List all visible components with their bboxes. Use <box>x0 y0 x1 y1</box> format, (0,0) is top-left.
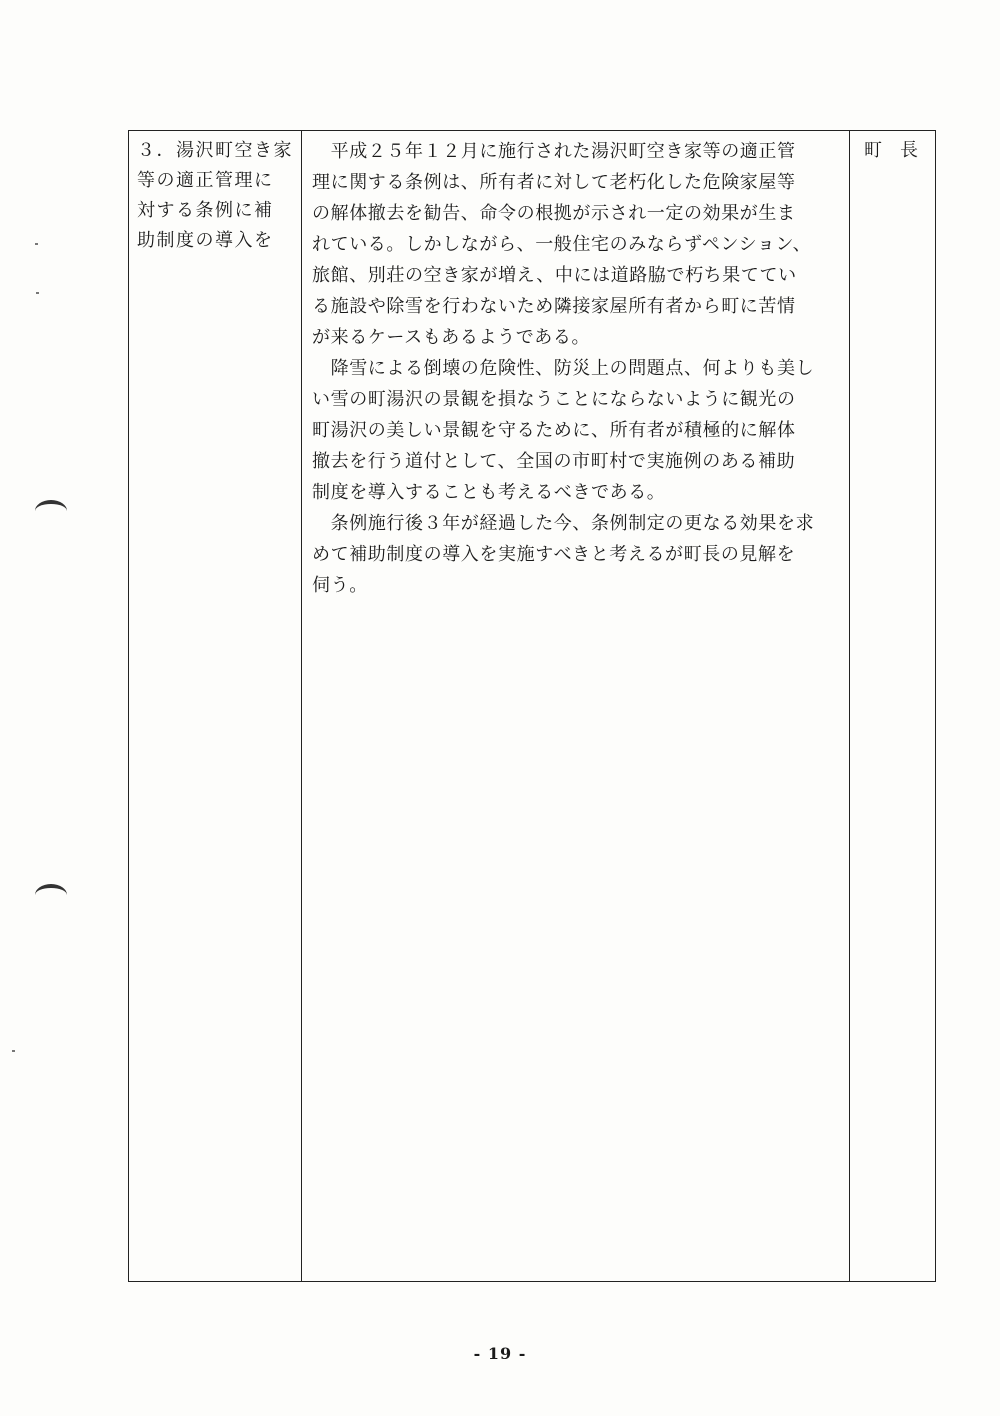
question-title <box>129 131 301 256</box>
punch-hole-mark-top <box>35 500 67 522</box>
body-line: 制度を導入することも考えるべきである。 <box>312 482 666 503</box>
question-body-cell <box>302 131 850 1281</box>
body-line: れている。しかしながら、一般住宅のみならずペンション、 <box>312 234 812 255</box>
body-line: 撤去を行う道付として、全国の市町村で実施例のある補助 <box>312 451 796 472</box>
page-number: - 19 - <box>473 1344 527 1363</box>
answerer-cell <box>850 131 935 1281</box>
body-line: めて補助制度の導入を実施すべきと考えるが町長の見解を <box>312 544 796 565</box>
answerer: 町長 <box>864 140 936 161</box>
body-line: 平成２５年１２月に施行された湯沢町空き家等の適正管 <box>312 141 796 162</box>
question-body <box>302 131 849 601</box>
question-title-cell <box>129 131 302 1281</box>
title-line: ３．湯沢町空き家 <box>137 140 293 161</box>
body-line: 条例施行後３年が経過した今、条例制定の更なる効果を求 <box>312 513 815 534</box>
scan-speck <box>12 1050 15 1052</box>
body-line: 旅館、別荘の空き家が増え、中には道路脇で朽ち果ててい <box>312 265 797 286</box>
body-line: る施設や除雪を行わないため隣接家屋所有者から町に苦情 <box>312 296 796 317</box>
body-line: い雪の町湯沢の景観を損なうことにならないように観光の <box>312 389 796 410</box>
title-line: 対する条例に補 <box>137 200 274 221</box>
punch-hole-mark-bottom <box>35 884 67 906</box>
title-line: 等の適正管理に <box>137 170 274 191</box>
scan-speck <box>36 292 39 294</box>
scan-speck <box>35 243 38 245</box>
title-line: 助制度の導入を <box>137 230 274 251</box>
body-line: が来るケースもあるようである。 <box>312 327 591 348</box>
body-line: 理に関する条例は、所有者に対して老朽化した危険家屋等 <box>312 172 796 193</box>
body-line: 伺う。 <box>312 575 368 596</box>
body-line: 降雪による倒壊の危険性、防災上の問題点、何よりも美し <box>312 358 815 379</box>
body-line: 町湯沢の美しい景観を守るために、所有者が積極的に解体 <box>312 420 796 441</box>
body-line: の解体撤去を勧告、命令の根拠が示され一定の効果が生ま <box>312 203 796 224</box>
question-table <box>128 130 936 1282</box>
